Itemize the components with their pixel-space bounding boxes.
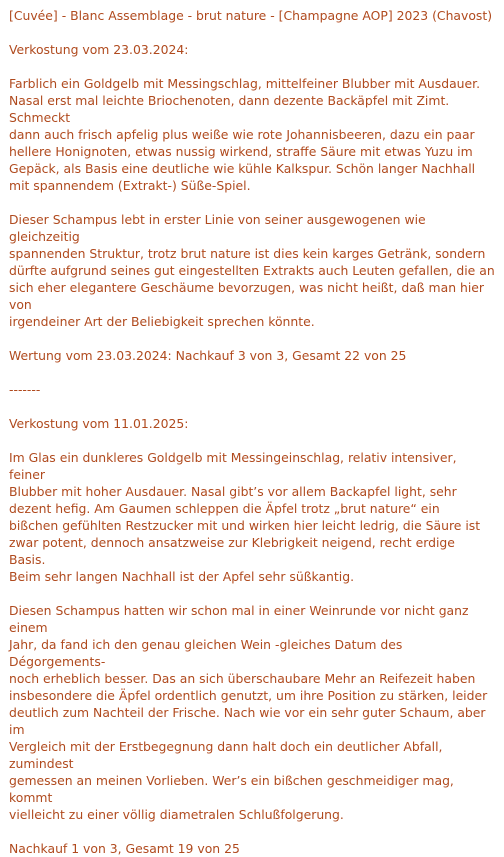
wine-title: [Cuvée] - Blanc Assemblage - brut nature - [Champagne AOP] 2023 (Chavost) (9, 8, 493, 23)
tasting-description-2025: Im Glas ein dunkleres Goldgelb mit Messingeinschlag, relativ intensiver, feiner Blubber mit hoher Ausdauer. Nasal gibt’s vor allem Backapfel light, sehr dezent hefig. Am Gaumen schleppen die Äpfel trotz „brut nature“ ein bißchen gefühlten Restzucker mit und wirken hier leicht ledrig, die Säure ist zwar potent, dennoch ansatzweise zur Klebrigkeit neigend, recht erdige Basis. Beim sehr langen Nachhall ist der Apfel sehr süßkantig. (9, 450, 481, 584)
tasting-assessment-2024: Dieser Schampus lebt in erster Linie von seiner ausgewogenen wie gleichzeitig spannenden Struktur, trotz brut nature ist dies kein karges Getränk, sondern dürfte aufgrund seines gut eingestellten Extrakts auch Leuten gefallen, die an sich eher elegantere Geschäume bevorzugen, was nicht heißt, daß man hier von irgendeiner Art der Beliebigkeit sprechen könnte. (9, 212, 495, 329)
tasting-heading-2025: Verkostung vom 11.01.2025: (9, 416, 189, 431)
separator: ------- (9, 382, 41, 397)
rating-2025: Nachkauf 1 von 3, Gesamt 19 von 25 (9, 841, 240, 856)
tasting-description-2024: Farblich ein Goldgelb mit Messingschlag, mittelfeiner Blubber mit Ausdauer. Nasal erst mal leichte Briochenoten, dann dezente Backäpfel mit Zimt. Schmeckt dann auch frisch apfelig plus weiße wie rote Johannisbeeren, dazu ein paar hellere Honignoten, etwas nussig wirkend, straffe Säure mit etwas Yuzu im Gepäck, als Basis eine deutliche wie kühle Kalkspur. Schön langer Nachhall mit spannendem (Extrakt-) Süße-Spiel. (9, 76, 481, 193)
rating-2024: Wertung vom 23.03.2024: Nachkauf 3 von 3, Gesamt 22 von 25 (9, 348, 407, 363)
tasting-heading-2024: Verkostung vom 23.03.2024: (9, 42, 189, 57)
tasting-assessment-2025: Diesen Schampus hatten wir schon mal in einer Weinrunde vor nicht ganz einem Jahr, da fand ich den genau gleichen Wein -gleiches Datum des Dégorgements- noch erheblich besser. Das an sich überschaubare Mehr an Reifezeit haben insbesondere die Äpfel ordentlich genutzt, um ihre Position zu stärken, leider deutlich zum Nachteil der Frische. Nach wie vor ein sehr guter Schaum, aber im Vergleich mit der Erstbegegnung dann halt doch ein deutlicher Abfall, zumindest gemessen an meinen Vorlieben. Wer’s ein bißchen geschmeidiger mag, kommt vielleicht zu einer völlig diametralen Schlußfolgerung. (9, 603, 488, 822)
